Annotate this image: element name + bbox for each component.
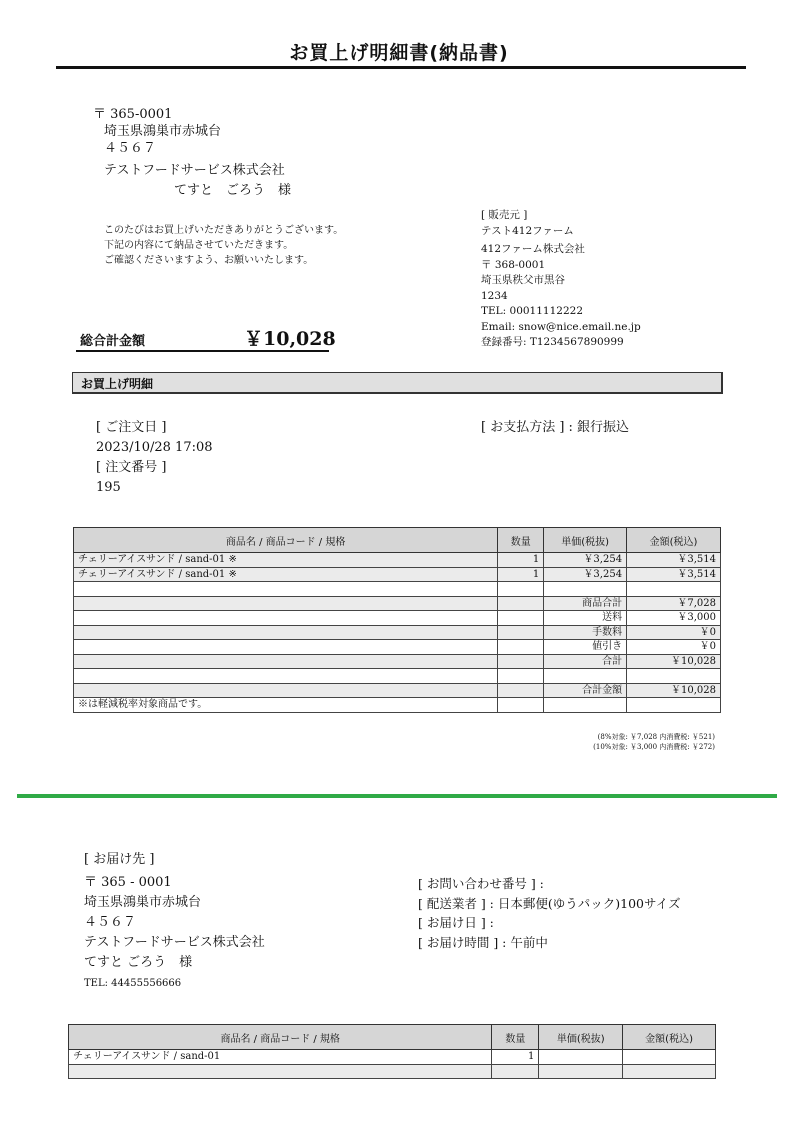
summary-label: 商品合計 xyxy=(544,596,627,611)
summary-label: 合計金額 xyxy=(544,683,627,698)
tax-breakdown xyxy=(593,732,715,752)
table-header-row xyxy=(74,528,721,553)
customer-postal: 〒 365-0001 xyxy=(93,107,173,122)
delivery-time: [ お届け時間 ] : 午前中 xyxy=(418,934,548,950)
seller-registration: 登録番号: T1234567890999 xyxy=(481,336,624,348)
tax-note-8: (8%対象: ￥7,028 内消費税: ￥521) xyxy=(597,733,715,741)
column-header-product: 商品名 / 商品コード / 規格 xyxy=(74,528,498,553)
customer-address2: ４５６７ xyxy=(104,141,157,156)
summary-label: 送料 xyxy=(544,611,627,626)
shipping-address1: 埼玉県鴻巣市赤城台 xyxy=(84,895,202,910)
table-row xyxy=(74,567,721,582)
table-row xyxy=(74,553,721,568)
column-header-unit-price: 単価(税抜) xyxy=(544,528,627,553)
customer-address1: 埼玉県鴻巣市赤城台 xyxy=(104,124,222,139)
summary-value: ￥3,000 xyxy=(627,611,721,626)
shipping-label: [ お届け先 ] xyxy=(84,852,155,867)
tax-note-10: (10%対象: ￥3,000 内消費税: ￥272) xyxy=(593,743,715,751)
seller-company: 412ファーム株式会社 xyxy=(481,243,585,255)
greeting-line: ご確認くださいますよう、お願いいたします。 xyxy=(104,255,314,266)
summary-row xyxy=(74,596,721,611)
reduced-tax-footnote: ※は軽減税率対象商品です。 xyxy=(74,698,498,713)
order-date-label: [ ご注文日 ] xyxy=(96,420,167,435)
total-label: 総合計金額 xyxy=(80,334,146,349)
seller-postal: 〒 368-0001 xyxy=(481,258,546,271)
shipping-meta xyxy=(418,874,680,952)
column-header-unit-price: 単価(税抜) xyxy=(539,1025,623,1050)
column-header-qty: 数量 xyxy=(492,1025,539,1050)
seller-tel: TEL: 00011112222 xyxy=(481,305,584,317)
summary-row xyxy=(74,669,721,684)
seller-info xyxy=(481,208,641,351)
column-header-amount: 金額(税込) xyxy=(627,528,721,553)
shipping-address xyxy=(84,873,265,973)
product-qty: 1 xyxy=(498,553,544,568)
customer-address xyxy=(93,106,291,199)
shipping-address2: ４５６７ xyxy=(84,915,137,930)
section-divider xyxy=(17,794,777,798)
summary-label: 値引き xyxy=(544,640,627,655)
shipping-tel: TEL: 44455556666 xyxy=(84,978,182,989)
column-header-amount: 金額(税込) xyxy=(623,1025,716,1050)
table-header-row xyxy=(69,1025,716,1050)
shipping-company: テストフードサービス株式会社 xyxy=(84,935,265,950)
delivery-date: [ お届け日 ] : xyxy=(418,915,494,930)
summary-value: ￥10,028 xyxy=(627,683,721,698)
seller-shop: テスト412ファーム xyxy=(481,224,574,237)
seller-address2: 1234 xyxy=(481,289,508,302)
document-title: お買上げ明細書(納品書) xyxy=(289,42,509,64)
summary-row xyxy=(74,625,721,640)
product-amount: ￥3,514 xyxy=(627,567,721,582)
summary-value xyxy=(627,669,721,684)
inquiry-number: [ お問い合わせ番号 ] : xyxy=(418,876,544,891)
customer-company: テストフードサービス株式会社 xyxy=(104,163,285,178)
shipping-items-table xyxy=(68,1024,716,1079)
order-date: 2023/10/28 17:08 xyxy=(96,440,213,455)
table-row xyxy=(69,1050,716,1065)
product-unit-price: ￥3,254 xyxy=(544,567,627,582)
seller-label: [ 販売元 ] xyxy=(481,209,528,221)
footnote-row xyxy=(74,698,721,713)
product-qty: 1 xyxy=(498,567,544,582)
title-divider xyxy=(56,66,746,69)
greeting-text xyxy=(104,223,343,268)
summary-label xyxy=(544,669,627,684)
summary-row xyxy=(74,654,721,669)
summary-value: ￥7,028 xyxy=(627,596,721,611)
product-amount xyxy=(623,1050,716,1065)
summary-value: ￥10,028 xyxy=(627,654,721,669)
delivery-carrier: [ 配送業者 ] : 日本郵便(ゆうパック)100サイズ xyxy=(418,895,681,911)
summary-value: ￥0 xyxy=(627,625,721,640)
order-info xyxy=(96,418,213,498)
payment-method: [ お支払方法 ] : 銀行振込 xyxy=(481,420,630,435)
shipping-name: てすと ごろう 様 xyxy=(84,955,193,970)
summary-label: 合計 xyxy=(544,654,627,669)
table-row-empty xyxy=(74,582,721,597)
details-section-header: お買上げ明細 xyxy=(72,372,723,394)
product-name: チェリーアイスサンド / sand-01 xyxy=(69,1050,492,1065)
order-number-label: [ 注文番号 ] xyxy=(96,460,167,475)
seller-address1: 埼玉県秩父市黒谷 xyxy=(481,274,565,286)
greeting-line: このたびはお買上げいただきありがとうございます。 xyxy=(104,225,344,236)
product-amount: ￥3,514 xyxy=(627,553,721,568)
column-header-qty: 数量 xyxy=(498,528,544,553)
product-name: チェリーアイスサンド / sand-01 ※ xyxy=(74,567,498,582)
total-value: ￥10,028 xyxy=(244,328,336,350)
seller-email: Email: snow@nice.email.ne.jp xyxy=(481,320,641,333)
column-header-product: 商品名 / 商品コード / 規格 xyxy=(69,1025,492,1050)
summary-label: 手数料 xyxy=(544,625,627,640)
customer-name: てすと ごろう 様 xyxy=(174,183,292,198)
order-number: 195 xyxy=(96,480,121,495)
greeting-line: 下記の内容にて納品させていただきます。 xyxy=(104,240,294,251)
table-row-empty xyxy=(69,1064,716,1079)
summary-row xyxy=(74,640,721,655)
product-unit-price xyxy=(539,1050,623,1065)
summary-row xyxy=(74,683,721,698)
product-name: チェリーアイスサンド / sand-01 ※ xyxy=(74,553,498,568)
shipping-postal: 〒 365 - 0001 xyxy=(84,875,172,890)
product-qty: 1 xyxy=(492,1050,539,1065)
order-items-table xyxy=(73,527,721,713)
total-underline xyxy=(76,350,329,352)
product-unit-price: ￥3,254 xyxy=(544,553,627,568)
summary-row xyxy=(74,611,721,626)
summary-value: ￥0 xyxy=(627,640,721,655)
